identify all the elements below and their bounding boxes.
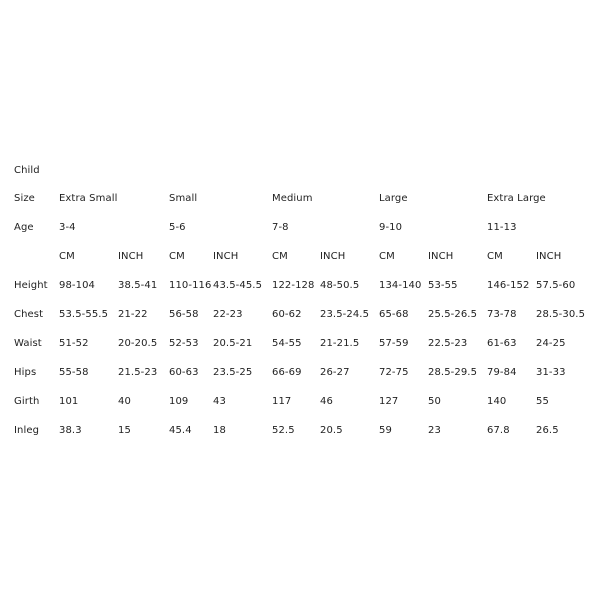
- table-cell: 53-55: [428, 280, 458, 291]
- table-cell: 28.5-29.5: [428, 367, 478, 378]
- table-cell: 21.5-23: [118, 367, 158, 378]
- table-cell: 73-78: [487, 309, 517, 320]
- table-cell: 40: [118, 396, 131, 407]
- table-cell: 22.5-23: [428, 338, 468, 349]
- unit-header-inch: INCH: [536, 251, 562, 262]
- table-cell: 53.5-55.5: [59, 309, 109, 320]
- table-cell: 43: [213, 396, 226, 407]
- table-cell: 38.3: [59, 425, 82, 436]
- table-cell: 21-22: [118, 309, 148, 320]
- measurement-label: Girth: [14, 396, 40, 407]
- table-cell: 146-152: [487, 280, 530, 291]
- table-cell: 110-116: [169, 280, 212, 291]
- unit-header-cm: CM: [379, 251, 395, 262]
- table-cell: 15: [118, 425, 131, 436]
- table-cell: 56-58: [169, 309, 199, 320]
- measurement-label: Chest: [14, 309, 44, 320]
- table-cell: 23.5-24.5: [320, 309, 370, 320]
- measurement-label: Height: [14, 280, 48, 291]
- unit-header-cm: CM: [487, 251, 503, 262]
- table-cell: 43.5-45.5: [213, 280, 263, 291]
- table-cell: 66-69: [272, 367, 302, 378]
- age-value: 9-10: [379, 222, 403, 233]
- table-cell: 55: [536, 396, 549, 407]
- measurement-label: Waist: [14, 338, 42, 349]
- unit-header-cm: CM: [272, 251, 288, 262]
- table-cell: 26.5: [536, 425, 559, 436]
- table-cell: 122-128: [272, 280, 315, 291]
- size-header: Small: [169, 193, 198, 204]
- table-cell: 98-104: [59, 280, 96, 291]
- table-cell: 79-84: [487, 367, 517, 378]
- table-cell: 20.5-21: [213, 338, 253, 349]
- table-cell: 134-140: [379, 280, 422, 291]
- age-value: 11-13: [487, 222, 517, 233]
- measurement-label: Hips: [14, 367, 37, 378]
- table-cell: 48-50.5: [320, 280, 360, 291]
- unit-header-inch: INCH: [428, 251, 454, 262]
- table-cell: 38.5-41: [118, 280, 158, 291]
- size-header: Large: [379, 193, 408, 204]
- table-cell: 60-63: [169, 367, 199, 378]
- table-cell: 20-20.5: [118, 338, 158, 349]
- table-cell: 55-58: [59, 367, 89, 378]
- table-cell: 31-33: [536, 367, 566, 378]
- chart-title: Child: [14, 165, 40, 176]
- age-row-label: Age: [14, 222, 34, 233]
- age-value: 7-8: [272, 222, 289, 233]
- table-cell: 46: [320, 396, 333, 407]
- unit-header-inch: INCH: [320, 251, 346, 262]
- size-header: Extra Large: [487, 193, 546, 204]
- table-cell: 25.5-26.5: [428, 309, 478, 320]
- table-cell: 67.8: [487, 425, 510, 436]
- unit-header-cm: CM: [169, 251, 185, 262]
- table-cell: 22-23: [213, 309, 243, 320]
- table-cell: 24-25: [536, 338, 566, 349]
- table-cell: 117: [272, 396, 292, 407]
- table-cell: 52.5: [272, 425, 295, 436]
- age-value: 5-6: [169, 222, 186, 233]
- unit-header-cm: CM: [59, 251, 75, 262]
- table-cell: 18: [213, 425, 226, 436]
- unit-header-inch: INCH: [118, 251, 144, 262]
- table-cell: 127: [379, 396, 399, 407]
- table-cell: 109: [169, 396, 189, 407]
- table-cell: 59: [379, 425, 392, 436]
- table-cell: 20.5: [320, 425, 343, 436]
- table-cell: 52-53: [169, 338, 199, 349]
- table-cell: 21-21.5: [320, 338, 360, 349]
- size-header: Extra Small: [59, 193, 118, 204]
- size-row-label: Size: [14, 193, 35, 204]
- table-cell: 45.4: [169, 425, 192, 436]
- table-cell: 101: [59, 396, 79, 407]
- unit-header-inch: INCH: [213, 251, 239, 262]
- table-cell: 23: [428, 425, 441, 436]
- table-cell: 50: [428, 396, 441, 407]
- size-header: Medium: [272, 193, 313, 204]
- measurement-label: Inleg: [14, 425, 40, 436]
- table-cell: 140: [487, 396, 507, 407]
- table-cell: 60-62: [272, 309, 302, 320]
- table-cell: 72-75: [379, 367, 409, 378]
- table-cell: 65-68: [379, 309, 409, 320]
- table-cell: 57.5-60: [536, 280, 576, 291]
- table-cell: 26-27: [320, 367, 350, 378]
- age-value: 3-4: [59, 222, 76, 233]
- table-cell: 51-52: [59, 338, 89, 349]
- table-cell: 57-59: [379, 338, 409, 349]
- table-cell: 61-63: [487, 338, 517, 349]
- table-cell: 23.5-25: [213, 367, 253, 378]
- table-cell: 54-55: [272, 338, 302, 349]
- table-cell: 28.5-30.5: [536, 309, 586, 320]
